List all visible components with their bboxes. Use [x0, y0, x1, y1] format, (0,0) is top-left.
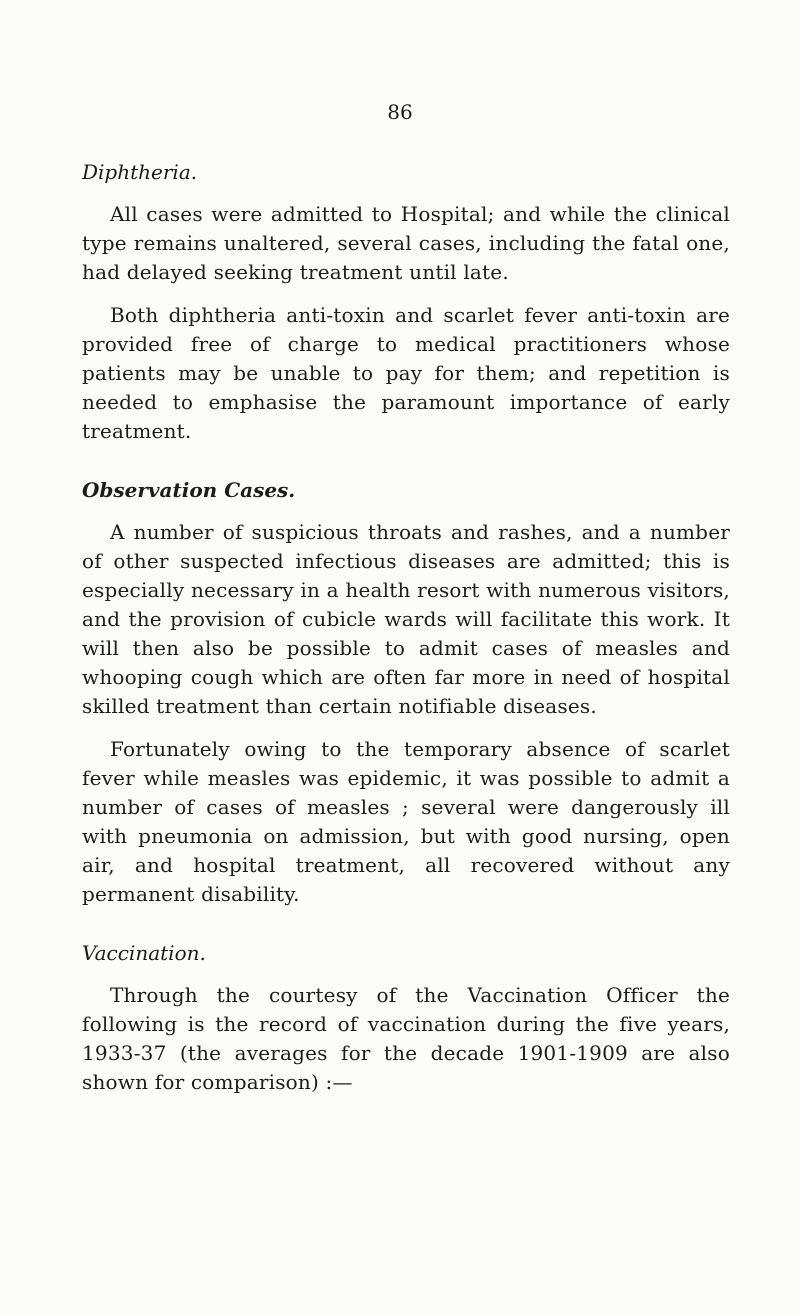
- section-heading-diphtheria: Diphtheria.: [82, 160, 198, 184]
- paragraph: A number of suspicious throats and rashes, and a number of other suspected infectious diseases are admitted; this is especially necessary in a health resort with numerous visitors, and the provision of cubicle wards will facilitate this work. It will then also be possible to admit cases of measles and whooping cough which are often far more in need of hospital skilled treatment than certain notifiable diseases.: [82, 520, 730, 718]
- section-heading-vaccination: Vaccination.: [82, 941, 206, 965]
- page-number: 86: [387, 100, 413, 124]
- paragraph: Fortunately owing to the temporary absence of scarlet fever while measles was epidemic, it was possible to admit a number of cases of measles ; several were dangerously ill with pneumonia on admission, but with good nursing, open air, and hospital treatment, all recovered without any permanent disability.: [82, 737, 730, 906]
- page-content: [82, 158, 730, 1111]
- section-heading-observation-cases: Observation Cases.: [82, 478, 296, 502]
- paragraph: Both diphtheria anti-toxin and scarlet fever anti-toxin are provided free of charge to medical practitioners whose patients may be unable to pay for them; and repetition is needed to emphasise the paramount importance of early treatment.: [82, 303, 730, 443]
- paragraph: All cases were admitted to Hospital; and while the clinical type remains unaltered, several cases, including the fatal one, had delayed seeking treatment until late.: [82, 202, 730, 284]
- paragraph: Through the courtesy of the Vaccination Officer the following is the record of vaccination during the five years, 1933-37 (the averages for the decade 1901-1909 are also shown for comparison) :—: [82, 983, 730, 1094]
